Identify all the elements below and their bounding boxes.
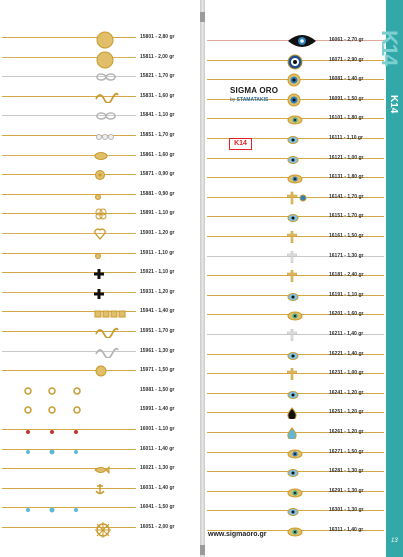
product-row [2,322,198,342]
drop-black-charm-icon [287,406,297,424]
product-row [2,498,198,518]
chain-line [2,272,136,273]
product-row [207,207,384,227]
cross-silver-charm-icon [287,328,297,346]
product-code: 16091 - 1,50 gr [329,95,364,102]
product-row [2,224,198,244]
cross-gold-charm-icon [287,230,297,248]
eye-small-charm-icon [287,387,299,405]
k14-badge: K14 [229,138,252,150]
product-code: 16241 - 1,20 gr [329,389,364,396]
product-row [207,384,384,404]
small-charm-icon [94,247,102,265]
product-row [207,109,384,129]
product-row [2,244,198,264]
chain-line [2,370,136,371]
product-code: 15911 - 1,10 gr [140,249,175,256]
product-row [207,305,384,325]
product-code: 16121 - 1,00 gr [329,154,364,161]
chain-line [2,174,136,175]
product-code: 15861 - 1,60 gr [140,151,175,158]
cross-gold-charm-icon [287,269,297,287]
script-silver-charm-icon [94,345,120,363]
center-divider [200,0,205,557]
product-code: 16211 - 1,40 gr [329,331,364,337]
brand-block [230,86,278,103]
product-row [2,518,198,538]
product-code: 15981 - 1,50 gr [140,386,175,393]
product-code: 15871 - 0,90 gr [140,171,175,178]
product-code: 15931 - 1,20 gr [140,288,175,295]
product-row [2,126,198,146]
product-row [2,106,198,126]
product-code: 15951 - 1,70 gr [140,328,175,334]
product-row [207,247,384,267]
product-row [207,423,384,443]
small-charm-icon [94,188,102,206]
chain-line [2,253,136,254]
eye-small-charm-icon [287,132,299,150]
product-row [207,227,384,247]
cross-gold-charm-icon [287,367,297,385]
product-code: 16151 - 1,70 gr [329,213,364,220]
product-row [2,440,198,460]
leaf-charm-icon [94,149,108,167]
product-code: 16001 - 1,10 gr [140,426,175,432]
chain-line [2,155,136,156]
product-row [2,165,198,185]
product-row [2,28,198,48]
brand-logo: SIGMA ORO [230,86,279,95]
cross-silver-charm-icon [287,250,297,268]
script-charm-icon [94,90,120,108]
product-code: 16061 - 2,70 gr [329,37,364,43]
eye-green-charm-icon [287,308,303,326]
eye-small-charm-icon [287,348,299,366]
drop-blue-charm-icon [287,426,297,444]
product-row [207,443,384,463]
eye-small-charm-icon [287,289,299,307]
product-code: 16231 - 1,00 gr [329,370,364,377]
fish-charm-icon [94,462,110,480]
infinity-charm-icon [94,109,118,127]
sidebar-subtitle: K14 [388,95,399,114]
product-row [2,302,198,322]
chain-line [2,292,136,293]
eye-green-charm-icon [287,112,303,130]
script-charm-icon [94,325,120,343]
product-row [207,286,384,306]
product-code: 15901 - 1,20 gr [140,230,175,236]
product-code: 16071 - 2,90 gr [329,56,364,63]
cross-black-charm-icon [94,266,104,284]
eye-oval-charm-icon [287,446,303,464]
product-code: 16141 - 1,70 gr [329,193,364,200]
chain-line [2,488,136,489]
product-row [2,204,198,224]
product-code: 16221 - 1,40 gr [329,350,364,357]
product-row [207,188,384,208]
beads-charm-icon [94,129,116,147]
product-code: 15831 - 1,60 gr [140,92,175,99]
product-code: 15801 - 2,80 gr [140,34,175,40]
product-row [2,67,198,87]
product-row [2,87,198,107]
wheel-charm-icon [94,521,112,544]
chain-line [2,233,136,234]
product-row [207,364,384,384]
sidebar-title: K14 [377,30,402,65]
eye-oval-charm-icon [287,171,303,189]
dots-blue-charm-icon [22,443,82,461]
product-row [2,283,198,303]
eye-small-charm-icon [287,504,299,522]
product-code: 15961 - 1,30 gr [140,347,175,354]
product-row [2,342,198,362]
product-code: 15941 - 1,40 gr [140,308,175,315]
product-code: 16051 - 2,00 gr [140,524,175,530]
website-link[interactable]: www.sigmaoro.gr [208,531,267,538]
product-code: 15921 - 1,10 gr [140,269,175,276]
product-code: 16251 - 1,20 gr [329,409,364,416]
product-row [2,146,198,166]
product-code: 15971 - 1,50 gr [140,367,175,374]
product-code: 16111 - 1,10 gr [329,135,363,141]
chain-line [2,527,136,528]
product-row [2,263,198,283]
product-code: 16171 - 1,30 gr [329,252,364,259]
heart-charm-icon [94,227,106,245]
product-row [207,403,384,423]
product-row [207,482,384,502]
product-code: 16311 - 1,40 gr [329,527,364,533]
product-code: 16081 - 1,40 gr [329,76,364,83]
product-code: 16201 - 1,60 gr [329,311,364,318]
product-code: 15811 - 2,00 gr [140,53,175,60]
dots-red-charm-icon [22,423,82,441]
dots-blue-charm-icon [22,501,82,519]
product-code: 15821 - 1,70 gr [140,73,175,80]
flower-charm-icon [94,168,106,186]
product-row [2,185,198,205]
sidebar-strip [377,0,403,557]
product-code: 16031 - 1,40 gr [140,484,175,491]
product-row [207,266,384,286]
product-code: 16291 - 1,30 gr [329,487,364,494]
infinity-charm-icon [94,70,118,88]
product-code: 16191 - 1,10 gr [329,291,364,298]
product-row [207,31,384,51]
product-row [207,462,384,482]
product-code: 16021 - 1,30 gr [140,465,175,472]
eye-small-charm-icon [287,152,299,170]
product-code: 16011 - 1,40 gr [140,445,175,452]
product-row [207,168,384,188]
product-code: 16101 - 1,80 gr [329,115,364,122]
eye-green-charm-icon [287,485,303,503]
chain-line [2,213,136,214]
product-code: 16161 - 1,50 gr [329,233,364,239]
product-row [2,361,198,381]
product-code: 15991 - 1,40 gr [140,406,175,413]
chain-line [2,468,136,469]
cross-black-charm-icon [94,286,104,304]
product-code: 16281 - 1,30 gr [329,468,364,475]
product-code: 15841 - 1,10 gr [140,112,175,119]
product-code: 16271 - 1,50 gr [329,448,364,455]
product-row [2,459,198,479]
product-row [207,149,384,169]
product-code: 16261 - 1,20 gr [329,429,364,435]
squares-charm-icon [94,305,128,323]
product-code: 16181 - 2,40 gr [329,272,364,279]
product-row [2,48,198,68]
product-row [207,51,384,71]
brand-maker: STAMATAKIS [236,97,269,103]
product-code: 15851 - 1,70 gr [140,132,175,138]
product-row [2,479,198,499]
product-row [2,381,198,401]
product-row [207,501,384,521]
page-number: 13 [391,538,398,544]
eye-small-charm-icon [287,465,299,483]
eye-green-charm-icon [287,524,303,542]
product-code: 15881 - 0,90 gr [140,190,175,197]
product-row [207,345,384,365]
eye-small-charm-icon [287,210,299,228]
product-row [2,400,198,420]
brand-byline: by STAMATAKIS [230,97,269,103]
chain-line [2,194,136,195]
product-code: 16041 - 1,50 gr [140,504,175,511]
product-row [2,420,198,440]
product-row [207,325,384,345]
product-code: 16301 - 1,30 gr [329,507,364,514]
product-code: 16131 - 1,80 gr [329,174,364,181]
product-code: 15891 - 1,10 gr [140,210,175,217]
